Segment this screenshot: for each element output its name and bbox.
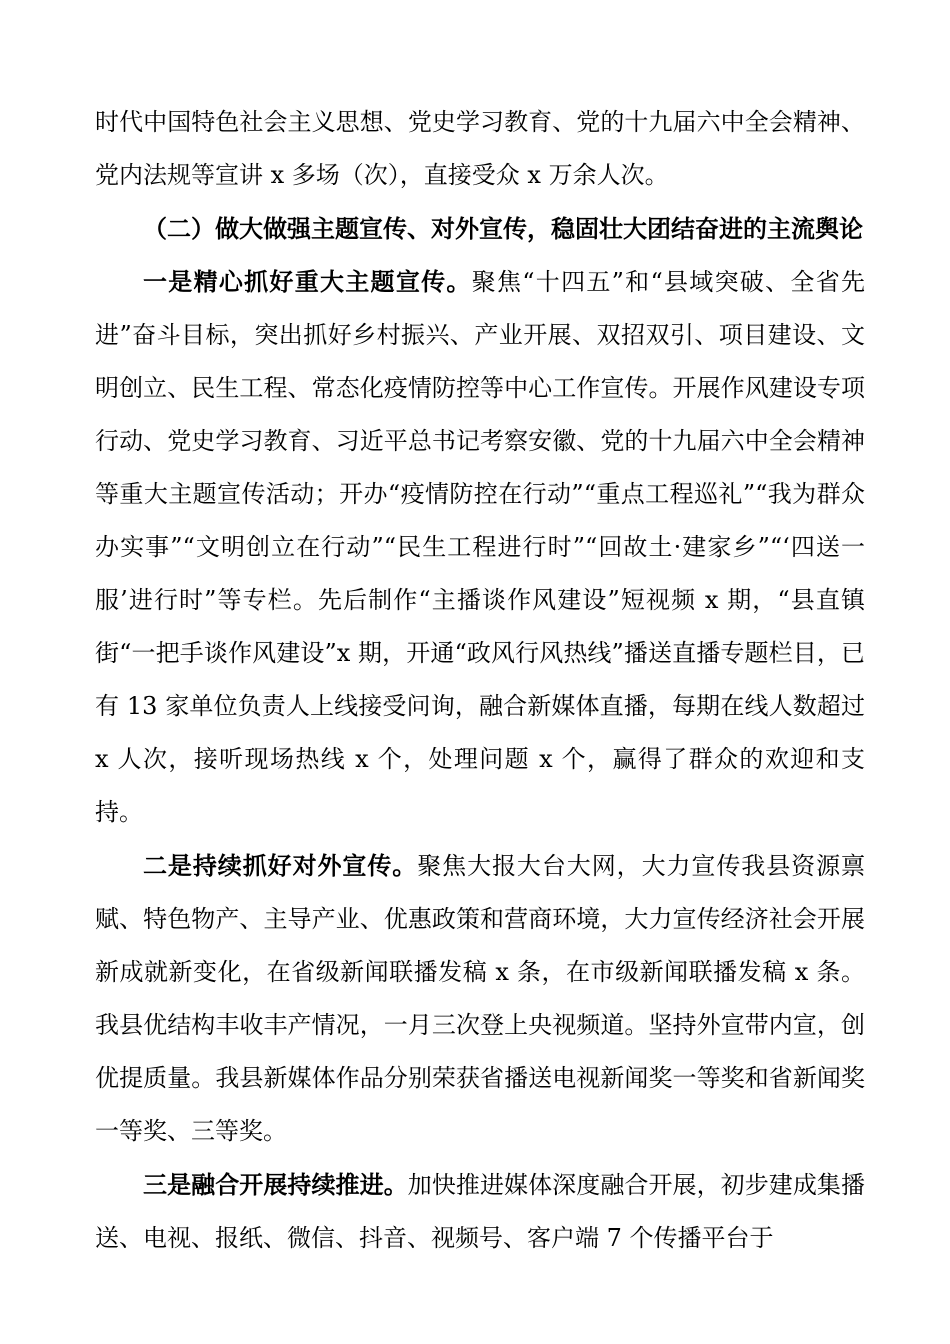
paragraph-3-lead: 三是融合开展持续推进。: [143, 1170, 408, 1199]
paragraph-3: [95, 1158, 865, 1265]
intro-continuation: 时代中国特色社会主义思想、党史学习教育、党的十九届六中全会精神、党内法规等宣讲 x 多场（次），直接受众 x 万余人次。: [95, 108, 865, 189]
paragraph-3-body: 加快推进媒体深度融合开展，初步建成集播送、电视、报纸、微信、抖音、视频号、客户端 7 个传播平台于: [95, 1171, 866, 1252]
paragraph-1-body: 聚焦“十四五”和“县域突破、全省先进”奋斗目标，突出抓好乡村振兴、产业开展、双招双引、项目建设、文明创立、民生工程、常态化疫情防控等中心工作宣传。开展作风建设专项行动、党史学习教育、习近平总书记考察安徽、党的十九届六中全会精神等重大主题宣传活动；开办“疫情防控在行动”“重点工程巡礼”“我为群众办实事”“文明创立在行动”“民生工程进行时”“回故土·建家乡”“‘四送一服’进行时”等专栏。先后制作“主播谈作风建设”短视频 x 期，“县直镇街“一把手谈作风建设”x 期，开通“政风行风热线”播送直播专题栏目，已有 13 家单位负责人上线接受问询，融合新媒体直播，每期在线人数超过 x 人次，接听现场热线 x 个，处理问题 x 个，赢得了群众的欢迎和支持。: [95, 268, 865, 826]
section-heading: （二）做大做强主题宣传、对外宣传，稳固壮大团结奋进的主流舆论: [143, 214, 863, 243]
paragraph-1: [95, 255, 865, 839]
document-page: [95, 96, 865, 1265]
paragraph-1-lead: 一是精心抓好重大主题宣传。: [143, 267, 472, 296]
paragraph-2: [95, 839, 865, 1158]
paragraph-2-body: 聚焦大报大台大网，大力宣传我县资源禀赋、特色物产、主导产业、优惠政策和营商环境，大力宣传经济社会开展新成就新变化，在省级新闻联播发稿 x 条，在市级新闻联播发稿 x 条。我县优结构丰收丰产情况，一月三次登上央视频道。坚持外宣带内宣，创优提质量。我县新媒体作品分别荣获省播送电视新闻奖一等奖和省新闻奖一等奖、三等奖。: [95, 852, 866, 1145]
paragraph-2-lead: 二是持续抓好对外宣传。: [143, 851, 418, 880]
